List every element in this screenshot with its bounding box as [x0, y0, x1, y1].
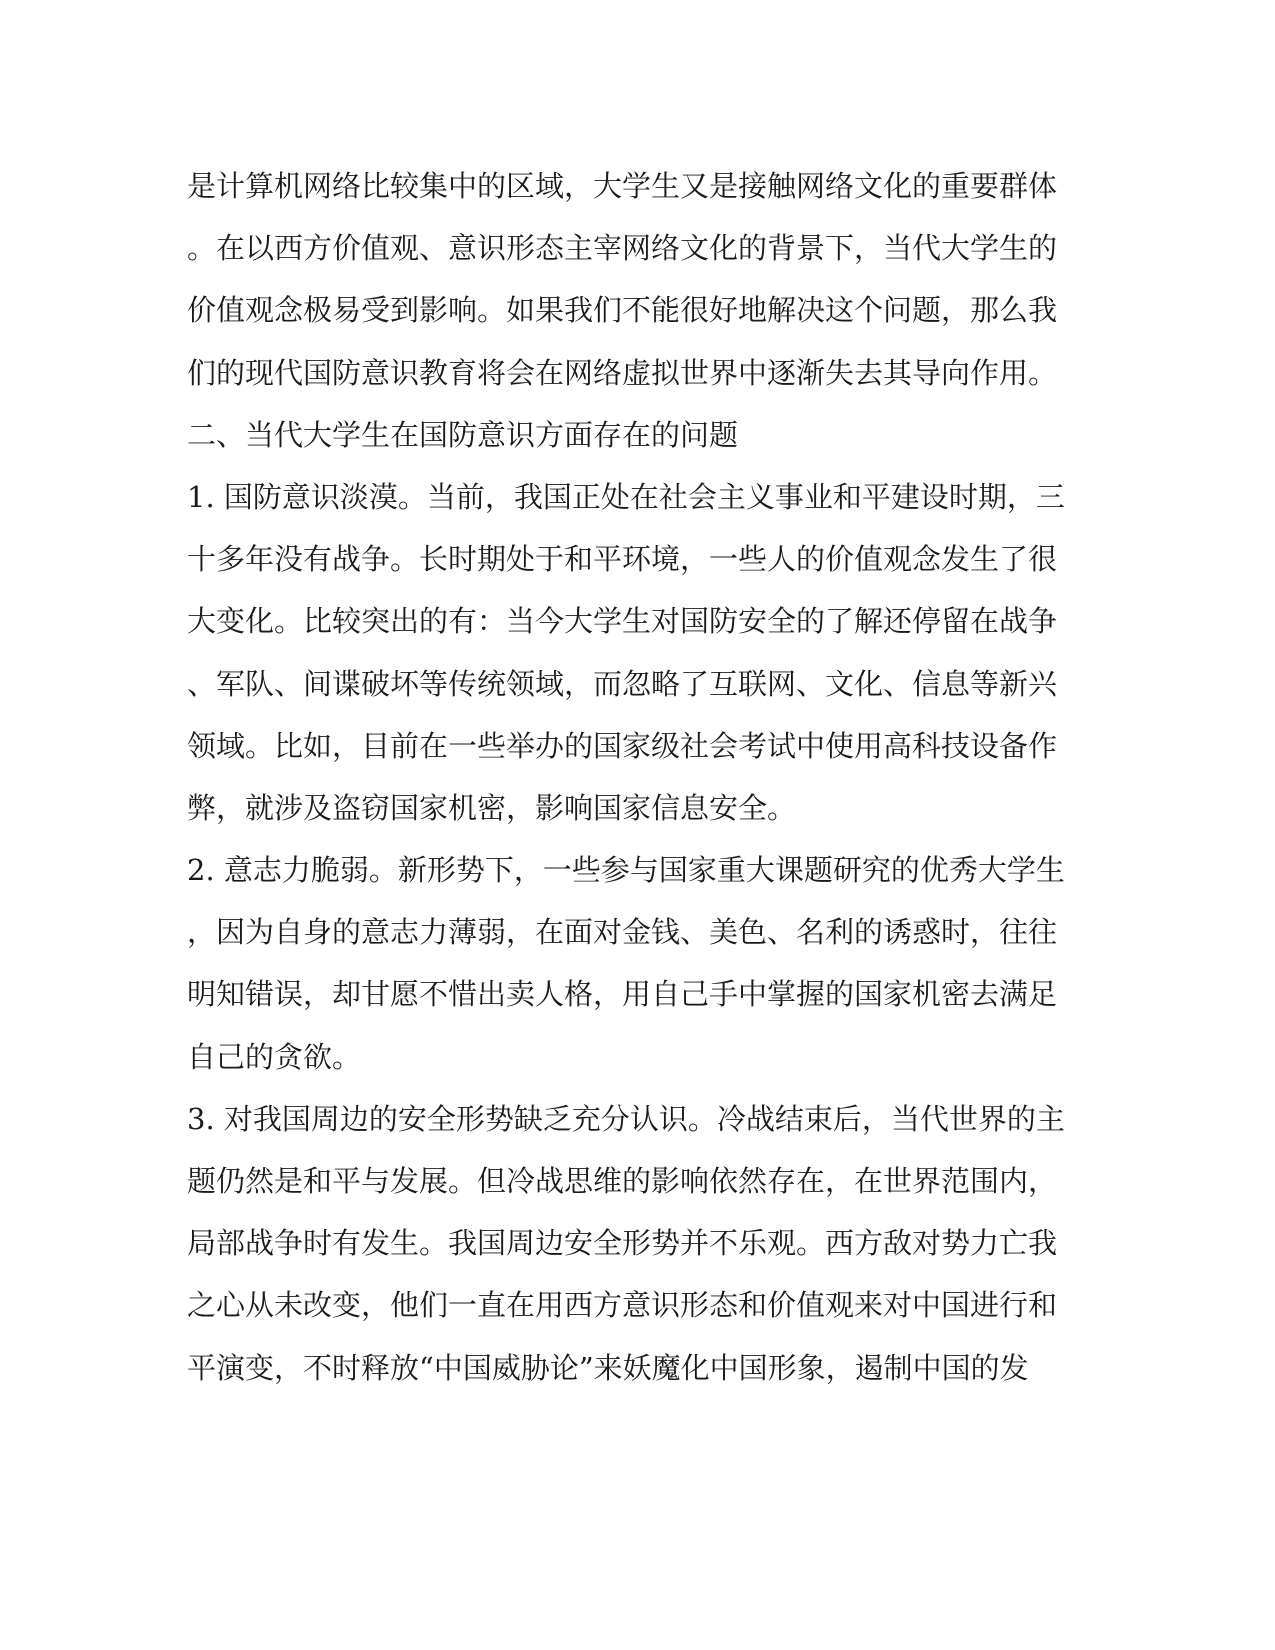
- text-line-20: 平演变，不时释放“中国威胁论”来妖魔化中国形象，遏制中国的发: [187, 1350, 1029, 1385]
- text-line-1: 是计算机网络比较集中的区域，大学生又是接触网络文化的重要群体: [187, 169, 1058, 203]
- text-line-10: 领域。比如，目前在一些举办的国家级社会考试中使用高科技设备作: [187, 728, 1058, 763]
- text-line-16: 3. 对我国周边的安全形势缺乏充分认识。冷战结束后，当代世界的主: [187, 1101, 1065, 1136]
- document-body: [187, 155, 1067, 1399]
- text-line-6: 1. 国防意识淡漠。当前，我国正处在社会主义事业和平建设时期，三: [187, 479, 1065, 514]
- section-heading: 二、当代大学生在国防意识方面存在的问题: [187, 417, 739, 452]
- text-line-13: ，因为自身的意志力薄弱，在面对金钱、美色、名利的诱惑时，往往: [187, 915, 1058, 950]
- text-line-4: 们的现代国防意识教育将会在网络虚拟世界中逐渐失去其导向作用。: [187, 355, 1058, 390]
- text-line-8: 大变化。比较突出的有：当今大学生对国防安全的了解还停留在战争: [187, 604, 1058, 639]
- text-line-3: 价值观念极易受到影响。如果我们不能很好地解决这个问题，那么我: [187, 293, 1058, 328]
- text-line-12: 2. 意志力脆弱。新形势下，一些参与国家重大课题研究的优秀大学生: [187, 853, 1065, 888]
- text-line-9: 、军队、间谍破坏等传统领域，而忽略了互联网、文化、信息等新兴: [187, 666, 1058, 701]
- text-line-14: 明知错误，却甘愿不惜出卖人格，用自己手中掌握的国家机密去满足: [187, 977, 1058, 1012]
- text-line-11: 弊，就涉及盗窃国家机密，影响国家信息安全。: [187, 790, 797, 825]
- text-line-17: 题仍然是和平与发展。但冷战思维的影响依然存在，在世界范围内，: [187, 1164, 1058, 1198]
- text-line-19: 之心从未改变，他们一直在用西方意识形态和价值观来对中国进行和: [187, 1288, 1058, 1323]
- text-line-15: 自己的贪欲。: [187, 1039, 362, 1074]
- text-line-18: 局部战争时有发生。我国周边安全形势并不乐观。西方敌对势力亡我: [187, 1226, 1058, 1261]
- text-line-2: 。在以西方价值观、意识形态主宰网络文化的背景下，当代大学生的: [187, 231, 1058, 266]
- text-line-7: 十多年没有战争。长时期处于和平环境，一些人的价值观念发生了很: [187, 542, 1058, 577]
